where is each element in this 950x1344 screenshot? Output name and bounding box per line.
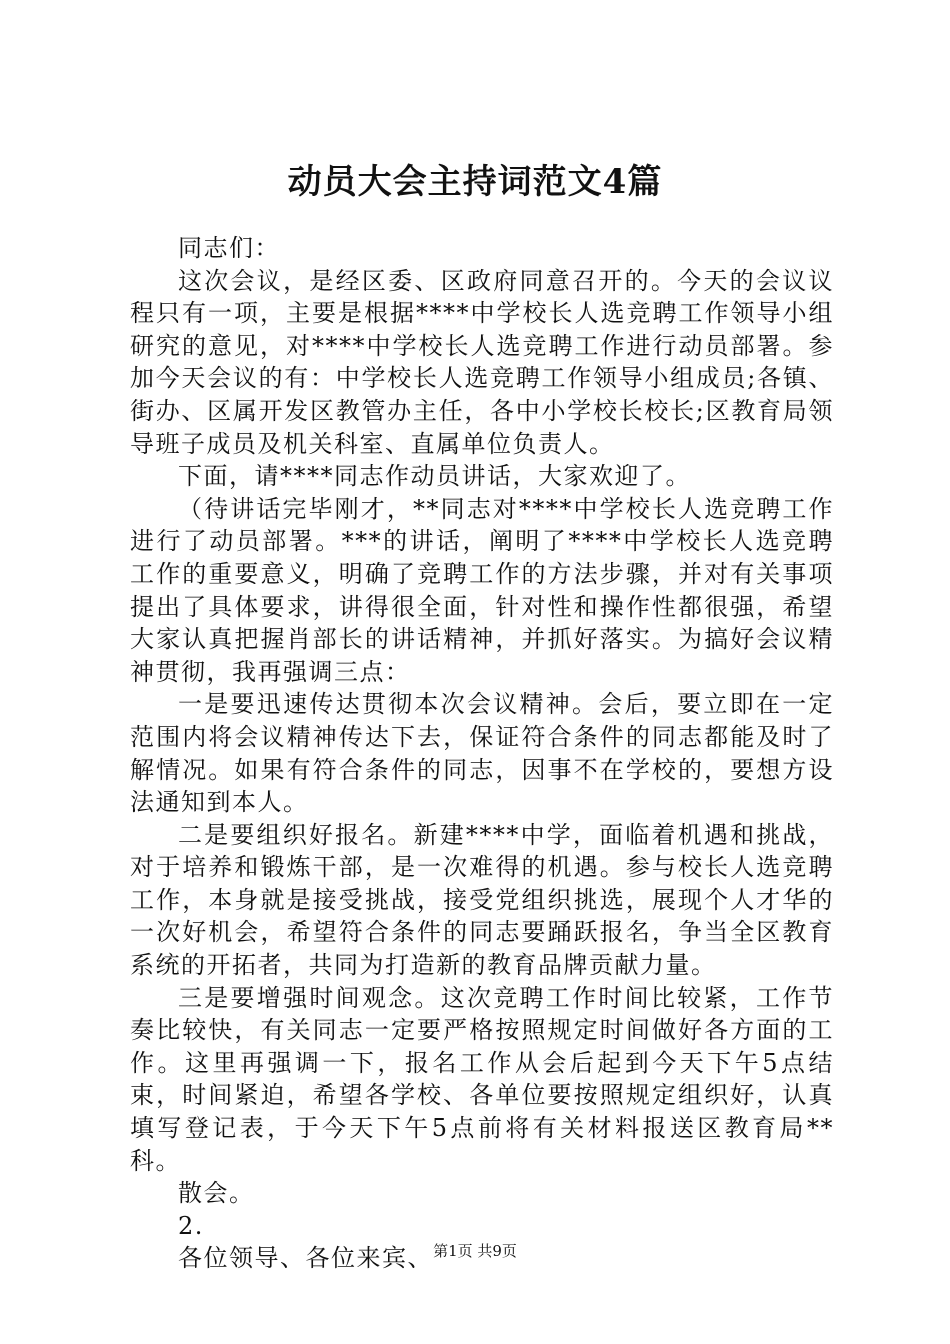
- paragraph-point-three: 三是要增强时间观念。这次竞聘工作时间比较紧，工作节奏比较快，有关同志一定要严格按照规定时间做好各方面的工作。这里再强调一下，报名工作从会后起到今天下午5点结束，时间紧迫，希望各学校、各单位要按照规定组织好，认真填写登记表，于今天下午5点前将有关材料报送区教育局**科。: [130, 983, 834, 1175]
- paragraph-meeting-intro: 这次会议，是经区委、区政府同意召开的。今天的会议议程只有一项，主要是根据****中学校长人选竞聘工作领导小组研究的意见，对****中学校长人选竞聘工作进行动员部署。参加今天会议的有：中学校长人选竞聘工作领导小组成员;各镇、街办、区属开发区教管办主任，各中小学校长校长;区教育局领导班子成员及机关科室、直属单位负责人。: [130, 266, 834, 458]
- document-title: 动员大会主持词范文4篇: [287, 162, 663, 202]
- paragraph-greeting: 各位领导、各位来宾、: [178, 1244, 433, 1273]
- paragraph-salutation: 同志们：: [178, 234, 280, 262]
- paragraph-point-one: 一是要迅速传达贯彻本次会议精神。会后，要立即在一定范围内将会议精神传达下去，保证符合条件的同志都能及时了解情况。如果有符合条件的同志，因事不在学校的，要想方设法通知到本人。: [130, 690, 834, 817]
- paragraph-speech-invite: 下面，请****同志作动员讲话，大家欢迎了。: [178, 462, 691, 491]
- paragraph-adjourn: 散会。: [178, 1179, 255, 1208]
- document-body: [130, 232, 834, 1275]
- paragraph-speech-summary: （待讲话完毕刚才，**同志对****中学校长人选竞聘工作进行了动员部署。***的讲话，阐明了****中学校长人选竞聘工作的重要意义，明确了竞聘工作的方法步骤，并对有关事项提出了具体要求，讲得很全面，针对性和操作性都很强，希望大家认真把握肖部长的讲话精神，并抓好落实。为搞好会议精神贯彻，我再强调三点：: [130, 494, 834, 686]
- page-footer: 第1页 共9页: [433, 1242, 517, 1260]
- paragraph-point-two: 二是要组织好报名。新建****中学，面临着机遇和挑战，对于培养和锻炼干部，是一次难得的机遇。参与校长人选竞聘工作，本身就是接受挑战，接受党组织挑选，展现个人才华的一次好机会，希望符合条件的同志要踊跃报名，争当全区教育系统的开拓者，共同为打造新的教育品牌贡献力量。: [130, 820, 834, 980]
- paragraph-section-number: 2.: [178, 1211, 204, 1240]
